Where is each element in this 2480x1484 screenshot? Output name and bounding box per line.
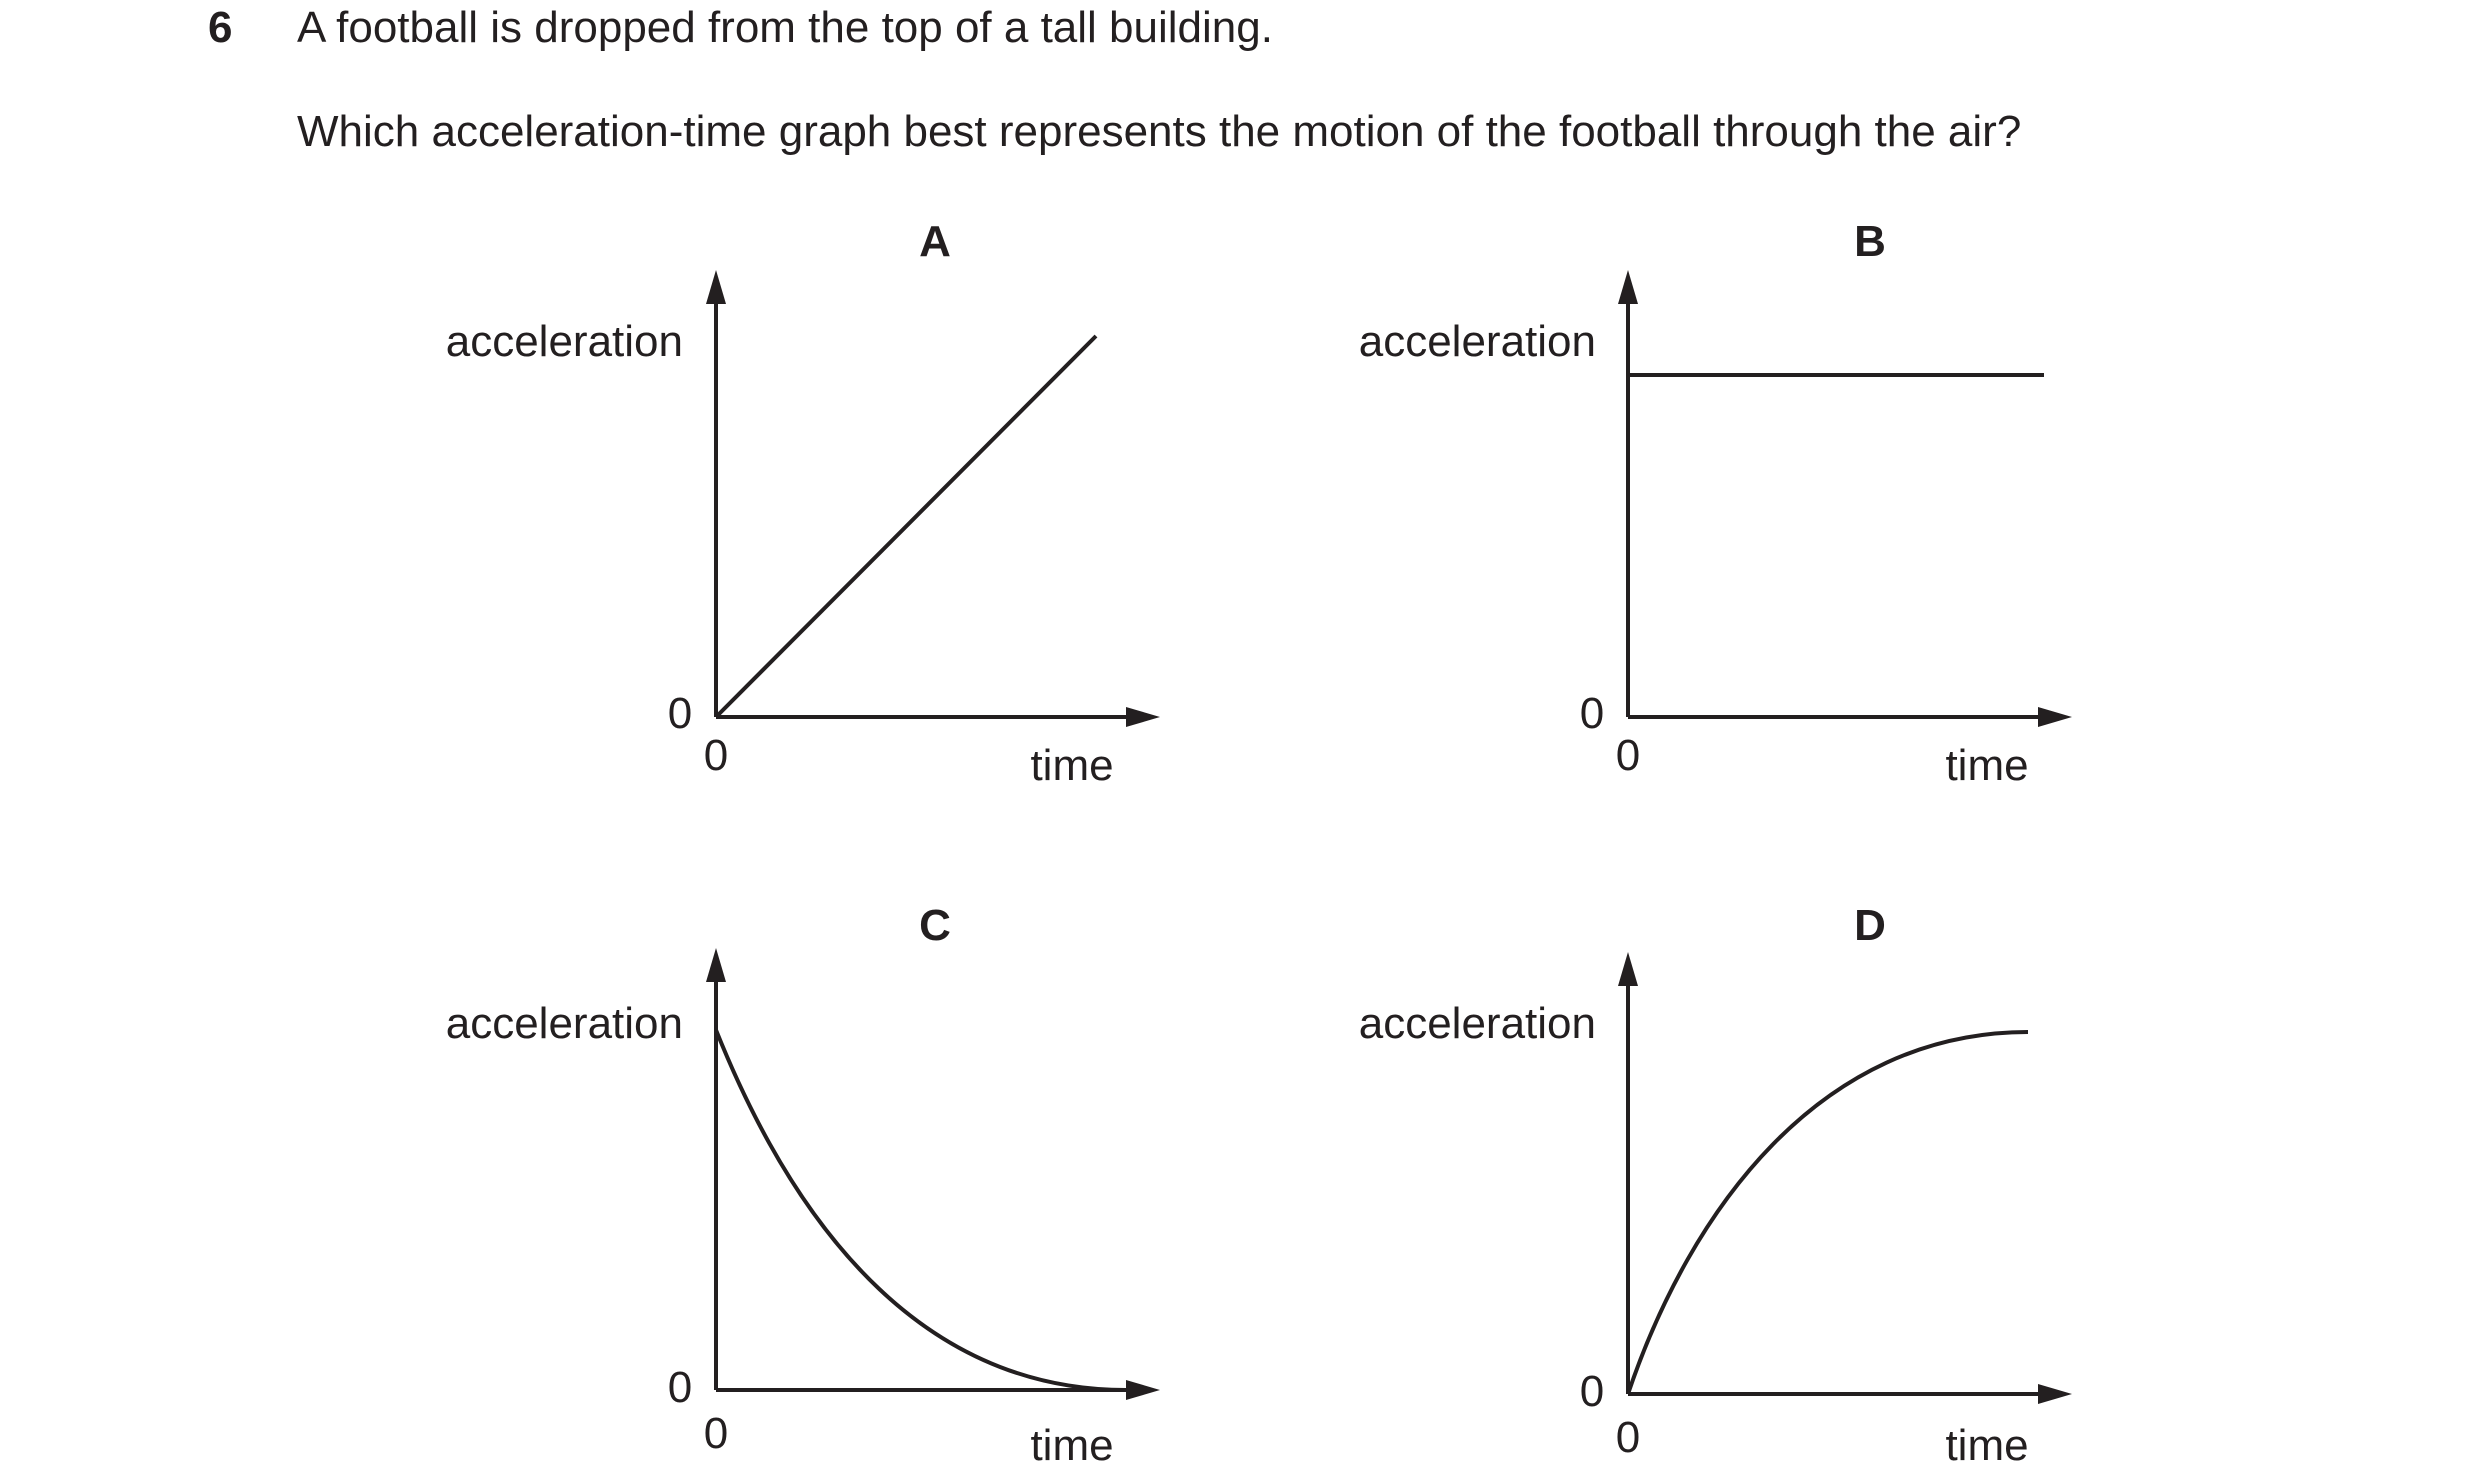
graph-option-a[interactable] xyxy=(446,217,1160,790)
option-label-d: D xyxy=(1854,901,1886,950)
graph-b-x-axis-label: time xyxy=(1945,741,2029,790)
question-number: 6 xyxy=(208,3,233,52)
graph-a-origin-y-zero: 0 xyxy=(667,689,693,738)
graph-b-y-axis-label: acceleration xyxy=(1358,317,1596,366)
graph-a-y-arrow-icon xyxy=(706,270,726,304)
option-label-b: B xyxy=(1854,217,1886,266)
graph-b-y-arrow-icon xyxy=(1618,270,1638,304)
question-stem: A football is dropped from the top of a tall building. xyxy=(297,3,1273,52)
graph-a-y-axis-label: acceleration xyxy=(445,317,683,366)
graph-c-x-axis-label: time xyxy=(1030,1421,1114,1470)
graph-d-y-axis-label: acceleration xyxy=(1358,999,1596,1048)
graph-d-origin-y-zero: 0 xyxy=(1579,1367,1605,1416)
question-prompt: Which acceleration-time graph best represents the motion of the football through the air? xyxy=(297,107,2022,156)
graph-a-origin-x-zero: 0 xyxy=(703,731,729,780)
graph-d-x-arrow-icon xyxy=(2038,1384,2072,1404)
graph-c-y-arrow-icon xyxy=(706,948,726,982)
graph-d-origin-x-zero: 0 xyxy=(1615,1413,1641,1462)
option-label-a: A xyxy=(919,217,951,266)
graph-a-x-axis-label: time xyxy=(1030,741,1114,790)
graph-option-b[interactable] xyxy=(1359,217,2072,790)
graph-a-x-arrow-icon xyxy=(1126,707,1160,727)
graph-c-x-arrow-icon xyxy=(1126,1380,1160,1400)
graph-d-y-arrow-icon xyxy=(1618,952,1638,986)
graph-option-c[interactable] xyxy=(446,901,1160,1470)
graph-b-origin-x-zero: 0 xyxy=(1615,731,1641,780)
graph-option-d[interactable] xyxy=(1359,901,2072,1470)
graph-a-curve xyxy=(716,336,1096,717)
graph-b-origin-y-zero: 0 xyxy=(1579,689,1605,738)
graph-b-x-arrow-icon xyxy=(2038,707,2072,727)
graph-c-y-axis-label: acceleration xyxy=(445,999,683,1048)
graph-c-origin-y-zero: 0 xyxy=(667,1363,693,1412)
graph-d-curve xyxy=(1628,1032,2028,1394)
graph-c-curve xyxy=(716,1030,1126,1390)
graph-c-origin-x-zero: 0 xyxy=(703,1409,729,1458)
graph-d-x-axis-label: time xyxy=(1945,1421,2029,1470)
option-label-c: C xyxy=(919,901,951,950)
